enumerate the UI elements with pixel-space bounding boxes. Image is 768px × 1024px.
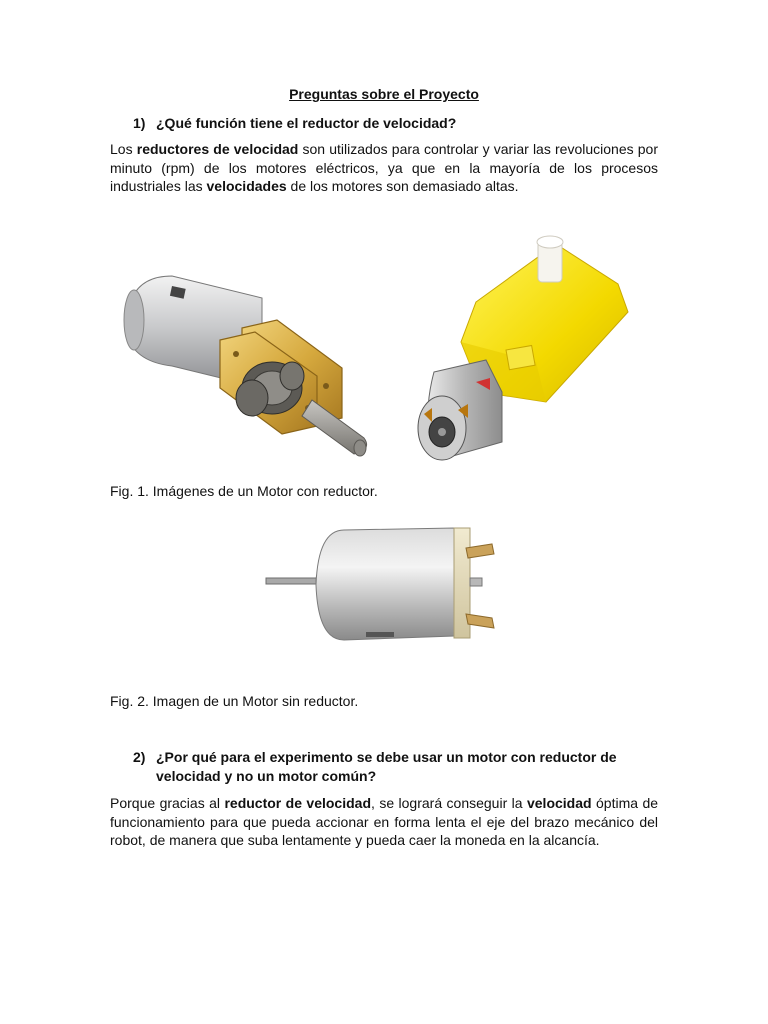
answer-1-bold-velocidades: velocidades <box>206 178 287 194</box>
question-1-number: 1) <box>133 115 146 131</box>
page-title: Preguntas sobre el Proyecto <box>289 86 479 102</box>
answer-2-bold-velocidad: velocidad <box>526 795 592 811</box>
dc-motor-image <box>258 514 510 656</box>
answer-2-paragraph <box>110 794 658 850</box>
gear-motor-metal-image <box>112 258 374 468</box>
answer-1-text-c: son utilizados para controlar y variar las revoluciones por minuto (rpm) de los motores eléctricos, ya que en la mayoría de los procesos industriales las <box>110 141 659 194</box>
answer-2-text-a: Porque gracias al <box>110 795 225 811</box>
question-2-number: 2) <box>133 749 146 765</box>
figure-1-caption: Fig. 1. Imágenes de un Motor con reductor. <box>110 483 378 499</box>
answer-1-text-e: de los motores son demasiado altas. <box>286 178 519 194</box>
answer-1-text-a: Los <box>110 141 137 157</box>
question-1-text: ¿Qué función tiene el reductor de velocidad? <box>156 115 457 131</box>
answer-2-bold-reductor: reductor de velocidad <box>224 795 372 811</box>
answer-1-bold-reductores: reductores de velocidad <box>136 141 299 157</box>
yellow-gear-motor-image <box>406 232 636 472</box>
question-2-text: ¿Por qué para el experimento se debe usar un motor con reductor de velocidad y no un motor común? <box>156 749 617 784</box>
figure-2-caption: Fig. 2. Imagen de un Motor sin reductor. <box>110 693 359 709</box>
answer-2-text-c: , se logrará conseguir la <box>371 795 527 811</box>
answer-2-text-e: óptima de funcionamiento para que pueda accionar en forma lenta el eje del brazo mecánico del robot, de manera que suba lentamente y pueda caer la moneda en la alcancía. <box>110 795 659 848</box>
answer-1-paragraph <box>110 140 658 196</box>
